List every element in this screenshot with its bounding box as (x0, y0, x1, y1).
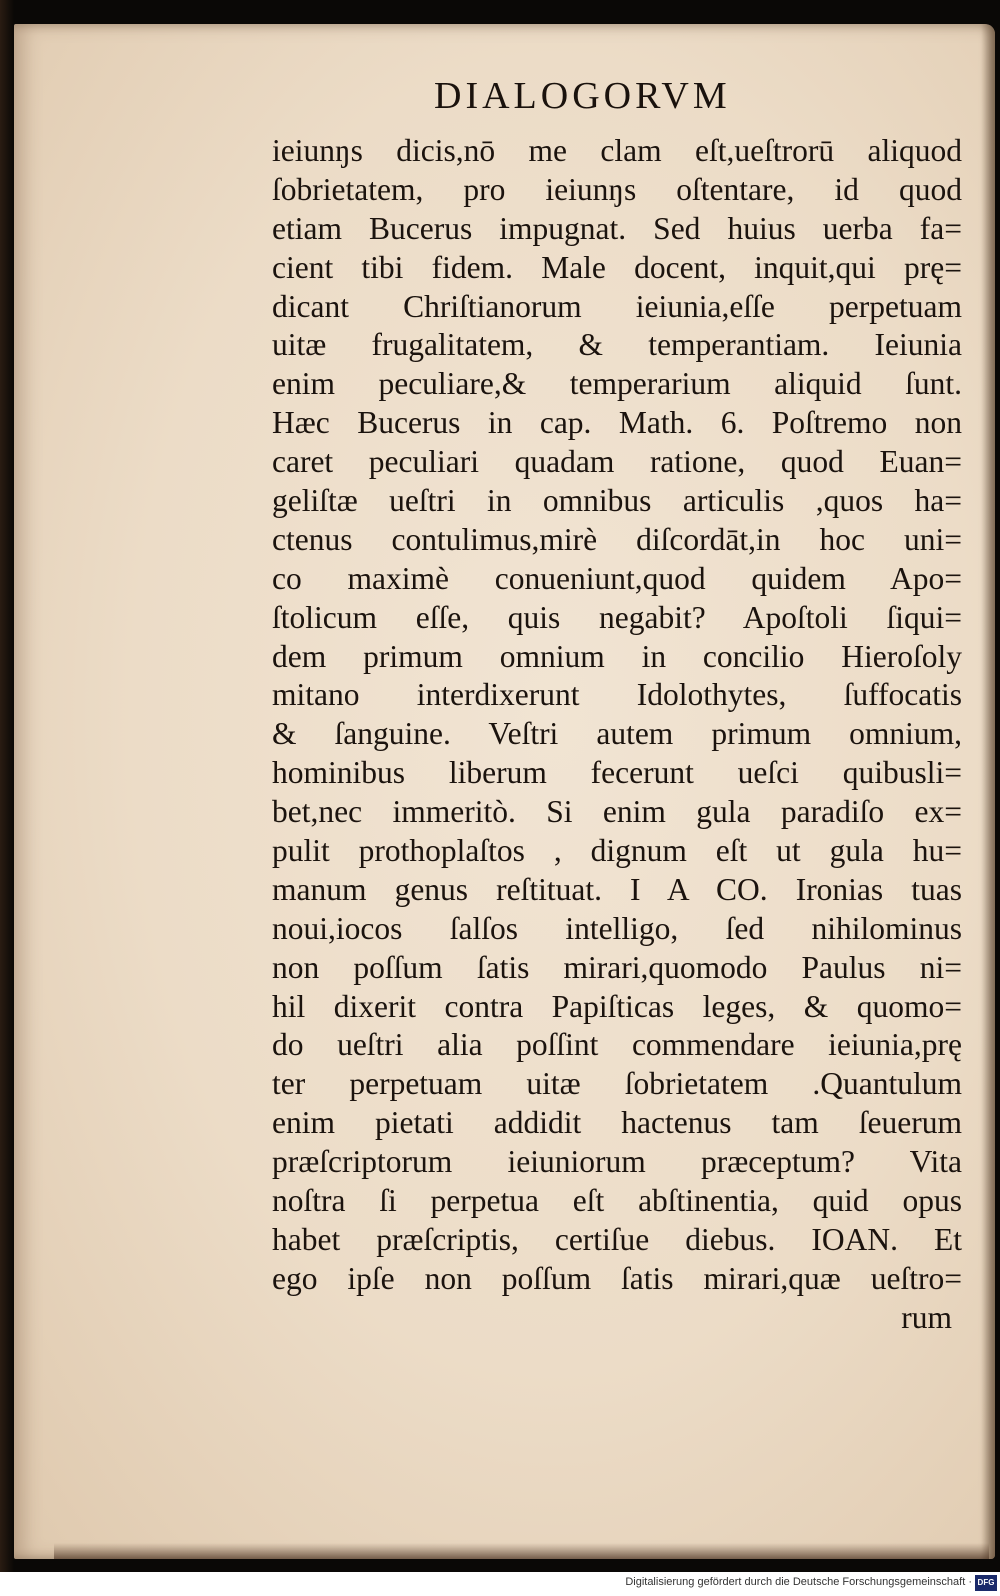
text-line: noſtra ſi perpetua eſt abſtinentia, quid opus (272, 1183, 962, 1219)
text-line: do ueſtri alia poſſint commendare ieiunia,prę (272, 1027, 962, 1063)
footer-bar (0, 1572, 1000, 1596)
text-line: dicant Chriſtianorum ieiunia,eſſe perpetuam (272, 288, 962, 324)
page-edge (981, 24, 995, 1559)
text-line: pulit prothoplaſtos , dignum eſt ut gula hu= (272, 833, 962, 869)
text-line: caret peculiari quadam ratione, quod Euan= (272, 444, 962, 480)
book-page (14, 24, 995, 1559)
text-line: enim peculiare,& temperarium aliquid ſunt. (272, 366, 962, 402)
text-line: ieiunŋs dicis,nō me clam eſt,ueſtrorū aliquod (272, 133, 962, 168)
body-text (272, 132, 962, 1338)
text-line: hil dixerit contra Papiſticas leges, & quomo= (272, 988, 962, 1024)
text-line: manum genus reſtituat. I A CO. Ironias tuas (272, 871, 962, 907)
page-bottom-edge (54, 1543, 989, 1559)
text-line: ter perpetuam uitæ ſobrietatem .Quantulum (272, 1066, 962, 1102)
text-line: uitæ frugalitatem, & temperantiam. Ieiunia (272, 327, 962, 363)
spine-shadow (0, 0, 14, 1572)
text-line: ſobrietatem, pro ieiunŋs oſtentare, id quod (272, 171, 962, 207)
text-line: mitano interdixerunt Idolothytes, ſuffocatis (272, 677, 962, 713)
text-line: geliſtæ ueſtri in omnibus articulis ,quos ha= (272, 483, 962, 519)
dfg-logo-icon: DFG (975, 1575, 997, 1591)
text-line: enim pietati addidit hactenus tam ſeuerum (272, 1105, 962, 1141)
text-line: ego ipſe non poſſum ſatis mirari,quæ ueſtro= (272, 1260, 962, 1296)
funding-credit: Digitalisierung gefördert durch die Deutsche Forschungsgemeinschaft · (625, 1576, 972, 1588)
text-line: bet,nec immeritò. Si enim gula paradiſo ex= (272, 794, 962, 830)
text-line: habet præſcriptis, certiſue diebus. IOAN. Et (272, 1221, 962, 1257)
text-line: dem primum omnium in concilio Hieroſoly (272, 638, 962, 674)
text-line: non poſſum ſatis mirari,quomodo Paulus ni= (272, 949, 962, 985)
text-line: cient tibi fidem. Male docent, inquit,qui prę= (272, 249, 962, 285)
text-line: etiam Bucerus impugnat. Sed huius uerba fa= (272, 210, 962, 246)
catchword: rum (901, 1299, 952, 1335)
text-line: præſcriptorum ieiuniorum præceptum? Vita (272, 1144, 962, 1180)
text-line: noui,iocos ſalſos intelligo, ſed nihilominus (272, 910, 962, 946)
text-line: hominibus liberum fecerunt ueſci quibusli= (272, 755, 962, 791)
text-line: & ſanguine. Veſtri autem primum omnium, (272, 716, 962, 752)
running-head: DIALOGORVM (434, 75, 731, 117)
text-line: Hæc Bucerus in cap. Math. 6. Poſtremo non (272, 405, 962, 441)
text-line: ſtolicum eſſe, quis negabit? Apoſtoli ſiqui= (272, 599, 962, 635)
text-line: ctenus contulimus,mirè diſcordāt,in hoc uni= (272, 521, 962, 557)
text-line: co maximè conueniunt,quod quidem Apo= (272, 560, 962, 596)
